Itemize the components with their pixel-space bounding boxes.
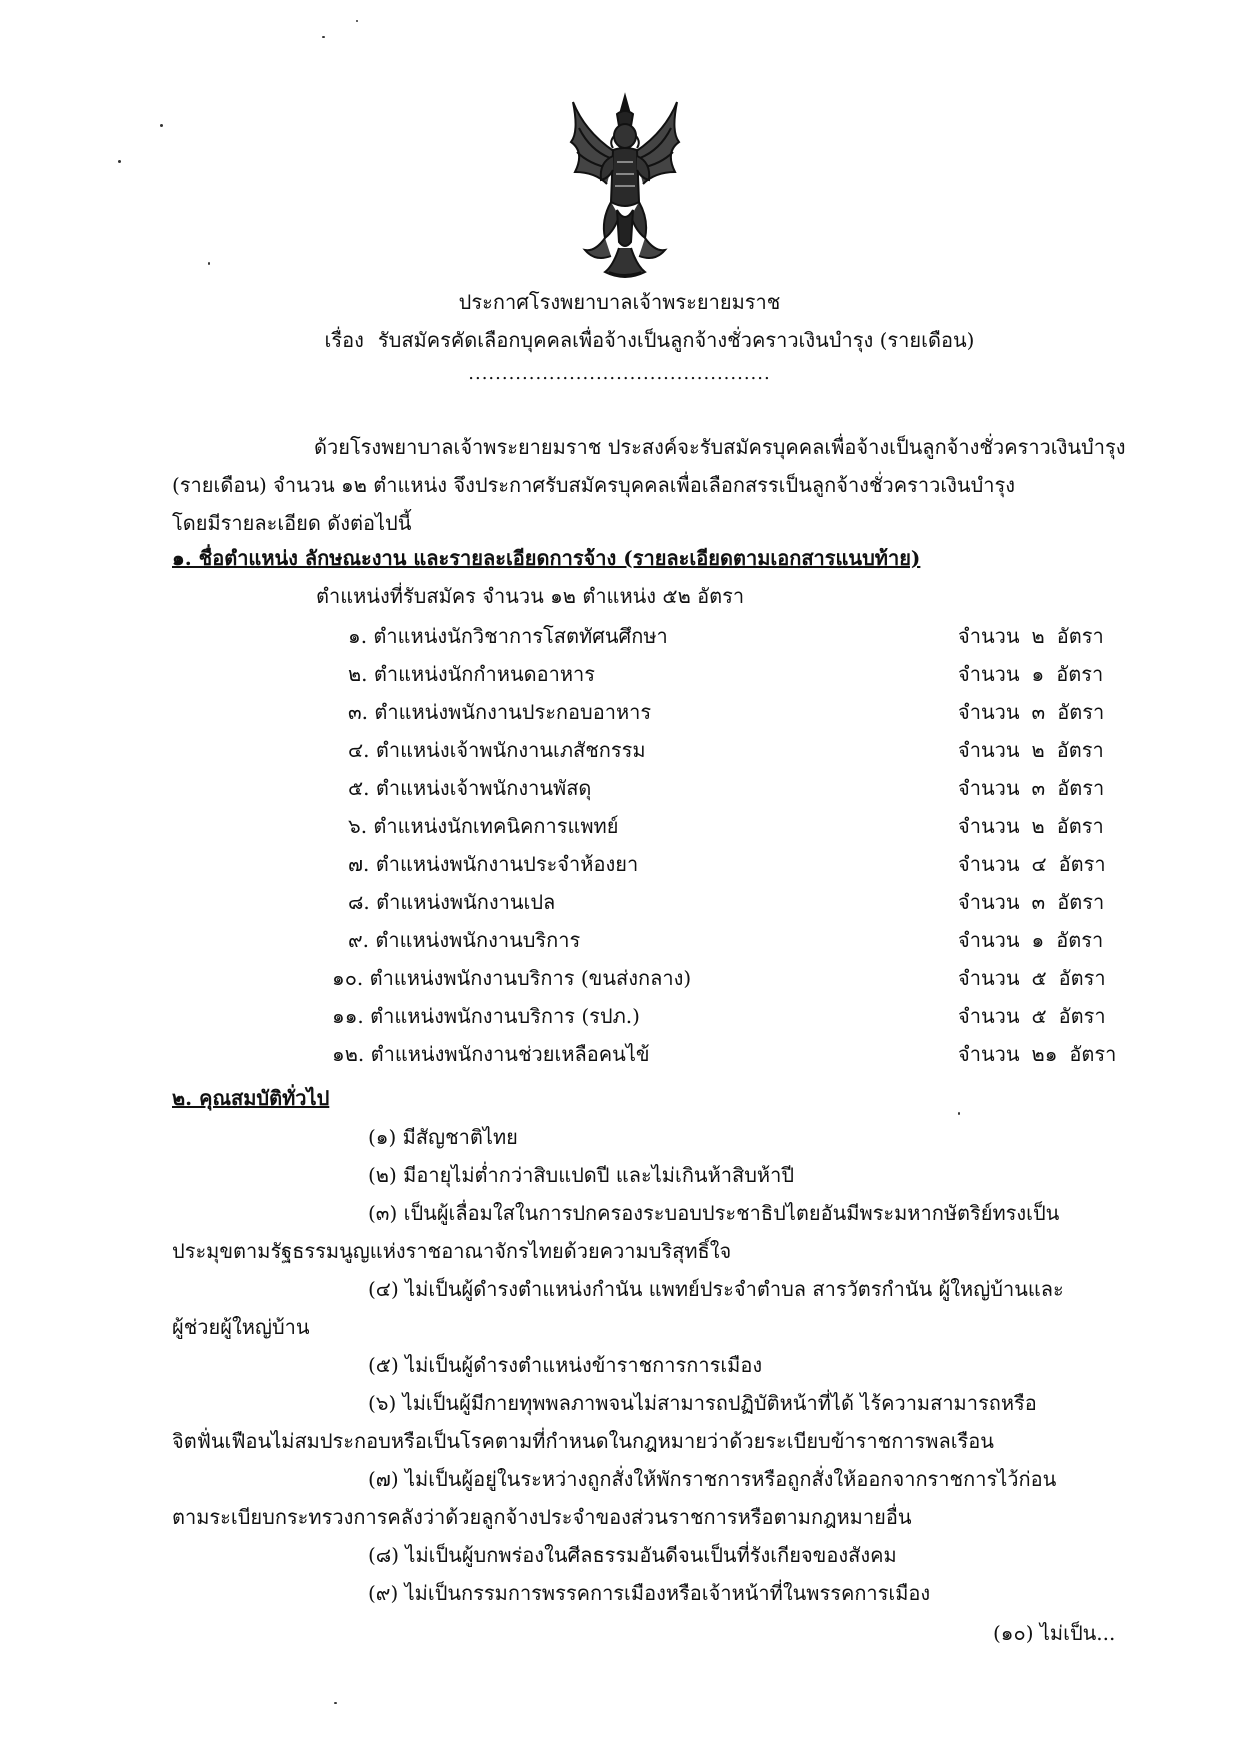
position-name bbox=[348, 693, 651, 731]
announcement-title: ประกาศโรงพยาบาลเจ้าพระยายมราช bbox=[458, 290, 781, 314]
quantity-unit: อัตรา bbox=[1056, 928, 1104, 952]
position-title: ตำแหน่งพนักงานเปล bbox=[376, 890, 556, 914]
subject-text: รับสมัครคัดเลือกบุคคลเพื่อจ้างเป็นลูกจ้างชั่วคราวเงินบำรุง (รายเดือน) bbox=[377, 328, 975, 352]
position-name bbox=[348, 731, 646, 769]
qualification-line: (๒) มีอายุไม่ต่ำกว่าสิบแปดปี และไม่เกินห้าสิบห้าปี bbox=[368, 1163, 795, 1187]
position-number: ๑. bbox=[348, 624, 368, 648]
position-title: ตำแหน่งพนักงานบริการ (ขนส่งกลาง) bbox=[369, 966, 692, 990]
position-number: ๑๒. bbox=[332, 1042, 365, 1066]
quantity-unit: อัตรา bbox=[1056, 814, 1104, 838]
quantity-label: จำนวน bbox=[958, 662, 1020, 686]
qualification-line: (๔) ไม่เป็นผู้ดำรงตำแหน่งกำนัน แพทย์ประจำตำบล สารวัตรกำนัน ผู้ใหญ่บ้านและ bbox=[368, 1277, 1064, 1301]
position-quantity bbox=[958, 921, 1103, 959]
position-title: ตำแหน่งพนักงานบริการ (รปภ.) bbox=[370, 1004, 640, 1028]
position-quantity bbox=[958, 959, 1106, 997]
position-quantity bbox=[958, 617, 1104, 655]
position-row bbox=[0, 807, 1239, 845]
position-name bbox=[332, 959, 691, 997]
quantity-count: ๓ bbox=[1031, 776, 1046, 800]
qualification-line: ตามระเบียบกระทรวงการคลังว่าด้วยลูกจ้างประจำของส่วนราชการหรือตามกฎหมายอื่น bbox=[172, 1505, 912, 1529]
position-number: ๒. bbox=[348, 662, 368, 686]
intro-line: (รายเดือน) จำนวน ๑๒ ตำแหน่ง จึงประกาศรับสมัครบุคคลเพื่อเลือกสรรเป็นลูกจ้างชั่วคราวเงินบำรุง bbox=[172, 473, 1016, 497]
quantity-label: จำนวน bbox=[958, 966, 1020, 990]
continued-marker: (๑๐) ไม่เป็น... bbox=[993, 1621, 1116, 1645]
position-name bbox=[348, 769, 591, 807]
qualification-line: (๓) เป็นผู้เลื่อมใสในการปกครองระบอบประชาธิปไตยอันมีพระมหากษัตริย์ทรงเป็น bbox=[368, 1201, 1060, 1225]
position-title: ตำแหน่งนักเทคนิคการแพทย์ bbox=[373, 814, 619, 838]
position-number: ๘. bbox=[348, 890, 370, 914]
position-number: ๖. bbox=[348, 814, 368, 838]
intro-line: ด้วยโรงพยาบาลเจ้าพระยายมราช ประสงค์จะรับสมัครบุคคลเพื่อจ้างเป็นลูกจ้างชั่วคราวเงินบำรุง bbox=[314, 435, 1126, 459]
position-number: ๙. bbox=[348, 928, 370, 952]
quantity-unit: อัตรา bbox=[1069, 1042, 1117, 1066]
position-quantity bbox=[958, 883, 1104, 921]
position-row bbox=[0, 959, 1239, 997]
quantity-unit: อัตรา bbox=[1057, 890, 1105, 914]
position-row bbox=[0, 693, 1239, 731]
quantity-label: จำนวน bbox=[958, 852, 1020, 876]
scan-speck bbox=[334, 1702, 337, 1704]
quantity-count: ๕ bbox=[1031, 1004, 1047, 1028]
quantity-count: ๒ bbox=[1031, 814, 1045, 838]
quantity-label: จำนวน bbox=[958, 814, 1020, 838]
announcement-subject bbox=[30, 326, 1239, 354]
quantity-count: ๑ bbox=[1031, 928, 1045, 952]
qualification-line: (๕) ไม่เป็นผู้ดำรงตำแหน่งข้าราชการการเมือง bbox=[368, 1353, 763, 1377]
qualification-line: จิตฟั่นเฟือนไม่สมประกอบหรือเป็นโรคตามที่กำหนดในกฎหมายว่าด้วยระเบียบข้าราชการพลเรือน bbox=[172, 1429, 994, 1453]
title-divider: ............................................. bbox=[468, 363, 771, 384]
position-name bbox=[348, 655, 595, 693]
position-number: ๑๑. bbox=[332, 1004, 364, 1028]
position-title: ตำแหน่งเจ้าพนักงานพัสดุ bbox=[375, 776, 592, 800]
position-title: ตำแหน่งนักวิชาการโสตทัศนศึกษา bbox=[373, 624, 668, 648]
quantity-unit: อัตรา bbox=[1058, 1004, 1106, 1028]
qualification-line: (๘) ไม่เป็นผู้บกพร่องในศีลธรรมอันดีจนเป็นที่รังเกียจของสังคม bbox=[368, 1543, 897, 1567]
quantity-unit: อัตรา bbox=[1057, 776, 1105, 800]
quantity-unit: อัตรา bbox=[1056, 624, 1104, 648]
quantity-label: จำนวน bbox=[958, 890, 1020, 914]
intro-line: โดยมีรายละเอียด ดังต่อไปนี้ bbox=[172, 511, 412, 535]
positions-summary: ตำแหน่งที่รับสมัคร จำนวน ๑๒ ตำแหน่ง ๕๒ อัตรา bbox=[316, 584, 745, 608]
position-title: ตำแหน่งพนักงานประกอบอาหาร bbox=[374, 700, 652, 724]
quantity-count: ๒ bbox=[1031, 624, 1045, 648]
quantity-count: ๑ bbox=[1031, 662, 1045, 686]
position-row bbox=[0, 731, 1239, 769]
scan-speck bbox=[356, 20, 358, 22]
quantity-count: ๒ bbox=[1031, 738, 1045, 762]
position-row bbox=[0, 655, 1239, 693]
qualification-line: ประมุขตามรัฐธรรมนูญแห่งราชอาณาจักรไทยด้วยความบริสุทธิ์ใจ bbox=[172, 1239, 732, 1263]
quantity-label: จำนวน bbox=[958, 928, 1020, 952]
quantity-count: ๓ bbox=[1031, 700, 1046, 724]
position-title: ตำแหน่งพนักงานประจำห้องยา bbox=[375, 852, 639, 876]
position-name bbox=[348, 617, 668, 655]
position-quantity bbox=[958, 1035, 1116, 1073]
position-number: ๕. bbox=[348, 776, 370, 800]
position-title: ตำแหน่งนักกำหนดอาหาร bbox=[373, 662, 595, 686]
quantity-label: จำนวน bbox=[958, 1004, 1020, 1028]
quantity-unit: อัตรา bbox=[1056, 738, 1104, 762]
position-quantity bbox=[958, 655, 1103, 693]
position-name bbox=[332, 997, 640, 1035]
quantity-count: ๒๑ bbox=[1031, 1042, 1058, 1066]
subject-label: เรื่อง bbox=[324, 328, 364, 352]
position-quantity bbox=[958, 769, 1104, 807]
position-quantity bbox=[958, 845, 1106, 883]
position-number: ๑๐. bbox=[332, 966, 364, 990]
quantity-label: จำนวน bbox=[958, 624, 1020, 648]
position-title: ตำแหน่งพนักงานบริการ bbox=[375, 928, 581, 952]
position-quantity bbox=[958, 807, 1104, 845]
position-title: ตำแหน่งเจ้าพนักงานเภสัชกรรม bbox=[375, 738, 646, 762]
position-name bbox=[348, 845, 638, 883]
position-row bbox=[0, 1035, 1239, 1073]
position-quantity bbox=[958, 997, 1106, 1035]
position-name bbox=[348, 807, 618, 845]
quantity-unit: อัตรา bbox=[1056, 662, 1104, 686]
scan-speck bbox=[958, 1112, 960, 1115]
position-name bbox=[332, 1035, 650, 1073]
section-1-heading: ๑. ชื่อตำแหน่ง ลักษณะงาน และรายละเอียดการจ้าง (รายละเอียดตามเอกสารแนบท้าย) bbox=[172, 546, 921, 570]
position-title: ตำแหน่งพนักงานช่วยเหลือคนไข้ bbox=[370, 1042, 650, 1066]
qualification-line: ผู้ช่วยผู้ใหญ่บ้าน bbox=[172, 1315, 310, 1339]
position-row bbox=[0, 921, 1239, 959]
quantity-label: จำนวน bbox=[958, 1042, 1020, 1066]
position-row bbox=[0, 845, 1239, 883]
scan-speck bbox=[118, 160, 121, 163]
position-number: ๔. bbox=[348, 738, 370, 762]
position-name bbox=[348, 921, 580, 959]
position-row bbox=[0, 997, 1239, 1035]
position-number: ๓. bbox=[348, 700, 369, 724]
quantity-label: จำนวน bbox=[958, 700, 1020, 724]
position-number: ๗. bbox=[348, 852, 370, 876]
qualification-line: (๖) ไม่เป็นผู้มีกายทุพพลภาพจนไม่สามารถปฏิบัติหน้าที่ได้ ไร้ความสามารถหรือ bbox=[368, 1391, 1037, 1415]
quantity-count: ๕ bbox=[1031, 966, 1047, 990]
quantity-count: ๓ bbox=[1031, 890, 1046, 914]
section-2-heading: ๒. คุณสมบัติทั่วไป bbox=[172, 1086, 330, 1110]
position-row bbox=[0, 617, 1239, 655]
scan-speck bbox=[322, 36, 325, 38]
position-quantity bbox=[958, 731, 1104, 769]
position-quantity bbox=[958, 693, 1104, 731]
position-row bbox=[0, 883, 1239, 921]
quantity-unit: อัตรา bbox=[1057, 700, 1105, 724]
quantity-unit: อัตรา bbox=[1058, 966, 1106, 990]
quantity-label: จำนวน bbox=[958, 776, 1020, 800]
garuda-emblem-icon bbox=[565, 92, 685, 282]
qualification-line: (๗) ไม่เป็นผู้อยู่ในระหว่างถูกสั่งให้พักราชการหรือถูกสั่งให้ออกจากราชการไว้ก่อน bbox=[368, 1467, 1057, 1491]
qualification-line: (๙) ไม่เป็นกรรมการพรรคการเมืองหรือเจ้าหน้าที่ในพรรคการเมือง bbox=[368, 1581, 931, 1605]
qualification-line: (๑) มีสัญชาติไทย bbox=[368, 1125, 518, 1149]
quantity-unit: อัตรา bbox=[1058, 852, 1106, 876]
quantity-count: ๔ bbox=[1031, 852, 1047, 876]
position-row bbox=[0, 769, 1239, 807]
quantity-label: จำนวน bbox=[958, 738, 1020, 762]
position-name bbox=[348, 883, 555, 921]
scan-speck bbox=[208, 262, 210, 265]
scan-speck bbox=[160, 124, 163, 127]
